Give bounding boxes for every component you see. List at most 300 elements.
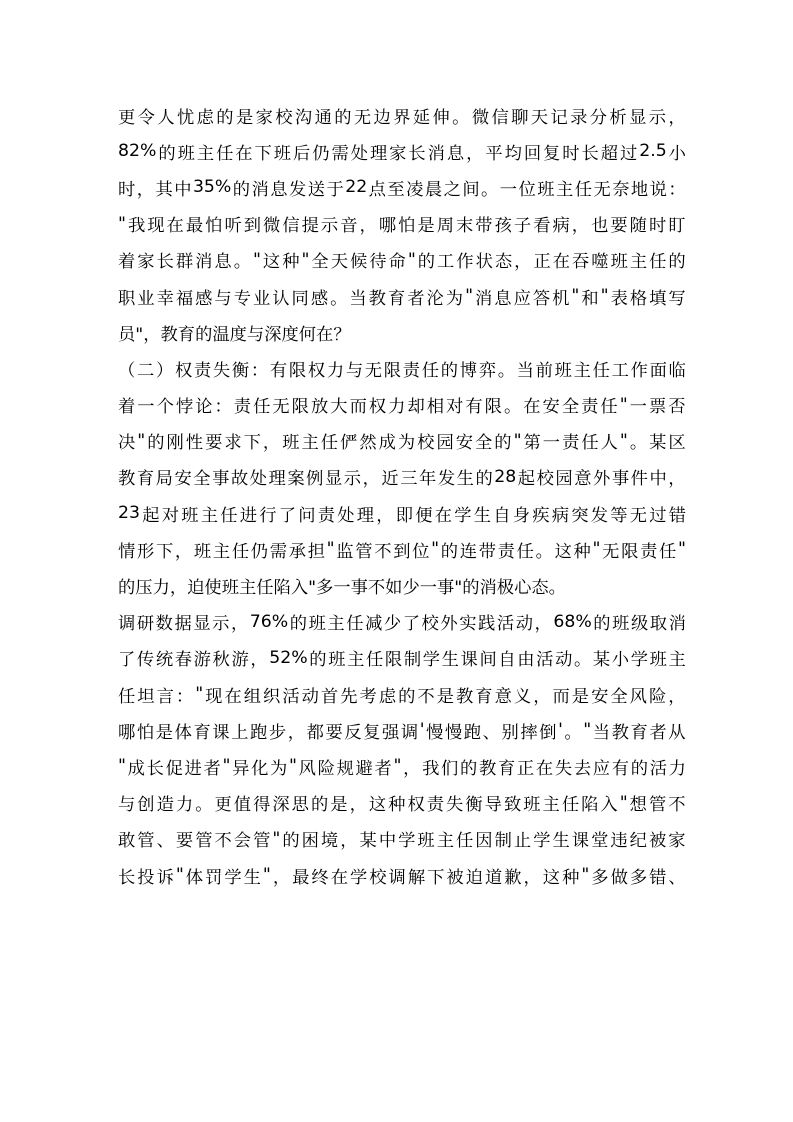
text-run: ， (362, 469, 380, 490)
text-run: 专 (233, 288, 251, 309)
text-run: ， (287, 722, 306, 743)
text-run: 消 (427, 143, 445, 164)
text-run: " (262, 865, 271, 886)
text-run: 都 (306, 722, 324, 743)
text-run: 35% (192, 177, 232, 198)
text-run: " (619, 394, 628, 415)
text-run: 界 (393, 107, 411, 128)
text-run: 答 (532, 288, 551, 309)
text-run: 任 (516, 541, 534, 562)
text-run: 的 (593, 614, 611, 635)
text-run: 外 (593, 469, 611, 490)
text-run: 长 (581, 143, 599, 164)
text-run: 看 (533, 216, 551, 237)
text-run: 孩 (494, 216, 512, 237)
text-run: 责 (497, 541, 515, 562)
text-run: 当 (592, 722, 611, 743)
text-run: 与 (214, 288, 232, 309)
text-run: " (407, 249, 416, 270)
text-run: 力 (668, 758, 686, 779)
text-run: 首 (320, 686, 339, 707)
text-run: 多 (629, 867, 648, 888)
text-run: 放 (310, 397, 329, 418)
text-run: 应 (513, 288, 531, 309)
text-run: ， (250, 650, 268, 671)
text-run: 工 (611, 360, 629, 381)
text-run: 悖 (175, 397, 194, 418)
text-run: 管 (137, 831, 155, 852)
text-run: （ (118, 360, 136, 381)
text-run: ： (175, 686, 194, 707)
text-run: 需 (331, 143, 349, 164)
text-run: 责 (402, 360, 421, 381)
text-run: 任 (574, 179, 593, 200)
text-run: ， (340, 831, 358, 852)
text-run: 哪 (378, 216, 397, 237)
text-run: 对 (446, 397, 464, 418)
text-run: " (175, 865, 184, 886)
text-run: 安 (455, 433, 474, 454)
text-run: 主 (200, 505, 218, 526)
text-run: 最 (292, 867, 310, 888)
text-run: 为 (270, 758, 288, 779)
text-run: 传 (136, 650, 155, 671)
text-line (118, 169, 686, 205)
text-run: 消 (195, 252, 213, 273)
text-run: ， (466, 143, 484, 164)
text-run: 班 (610, 252, 628, 273)
text-run: 消 (475, 288, 493, 309)
text-run: 均 (504, 143, 522, 164)
text-run: 自 (493, 505, 511, 526)
text-run: 想 (629, 795, 647, 816)
text-run: 言 (156, 686, 174, 707)
text-run: 与 (345, 360, 364, 381)
text-run: 命 (388, 252, 406, 273)
text-run: 怕 (136, 722, 155, 743)
text-run: 责 (233, 397, 252, 418)
text-run: 是 (235, 107, 254, 128)
text-run: 作 (630, 360, 648, 381)
text-run: 班 (308, 614, 326, 635)
text-run: 种 (562, 867, 580, 888)
text-run: 与 (118, 795, 136, 816)
text-line (118, 531, 686, 567)
text-run: 某 (359, 831, 377, 852)
text-run: 道 (484, 867, 503, 888)
text-run: 的 (417, 252, 436, 273)
text-run: 消 (668, 614, 686, 635)
text-run: 有 (465, 397, 483, 418)
text-run: 限 (383, 360, 402, 381)
text-run: 主 (573, 360, 591, 381)
text-run: 先 (340, 686, 358, 707)
text-run: 由 (517, 650, 535, 671)
text-run: 倒 (539, 722, 557, 743)
text-run: 发 (289, 179, 307, 200)
text-run: 数 (155, 614, 173, 635)
text-run: 者 (407, 288, 425, 309)
text-run: 失 (446, 795, 464, 816)
text-run: ， (668, 469, 686, 490)
text-run: 息 (446, 143, 465, 164)
text-run: 罚 (205, 867, 223, 888)
text-run: 任 (561, 795, 580, 816)
text-run: 音 (340, 216, 358, 237)
text-run: 家 (255, 107, 273, 128)
text-run: 创 (137, 795, 155, 816)
text-run: 无 (629, 505, 647, 526)
text-run: 困 (301, 831, 319, 852)
text-run: 者 (374, 758, 392, 779)
text-line (118, 604, 686, 640)
text-run: 全 (475, 433, 493, 454)
text-run: " (118, 213, 126, 234)
text-run: ： (668, 179, 686, 200)
text-run: 风 (629, 686, 647, 707)
text-run: 员"，教育的温度与深度何在？ (118, 324, 351, 345)
text-run: 到 (393, 541, 411, 562)
text-run: 制 (403, 650, 422, 671)
text-run: 当 (349, 288, 367, 309)
text-run: 进 (184, 758, 202, 779)
text-run: 错 (649, 867, 667, 888)
text-run: 任 (649, 252, 667, 273)
text-line (118, 567, 686, 603)
text-run: 跑 (463, 722, 482, 743)
text-run: " (592, 539, 601, 560)
text-run: " (272, 828, 281, 849)
text-run: 认 (272, 288, 290, 309)
text-run: 力 (175, 795, 194, 816)
text-run: 错 (668, 505, 686, 526)
text-run: 导 (484, 795, 502, 816)
text-run: 班 (328, 650, 346, 671)
text-run: 年 (419, 469, 437, 490)
text-run: 噬 (591, 252, 609, 273)
text-run: 提 (301, 216, 319, 237)
text-line (118, 423, 686, 459)
text-run: 责 (640, 541, 658, 562)
text-run: 的 (440, 360, 459, 381)
text-run: 校 (275, 107, 293, 128)
text-run: 的 (289, 614, 308, 635)
text-run: 理 (268, 469, 286, 490)
text-run: 敢 (118, 831, 136, 852)
text-run: 安 (542, 397, 560, 418)
text-run: 研 (136, 614, 155, 635)
text-run: 虑 (196, 107, 214, 128)
text-run: 任 (253, 397, 271, 418)
text-run: 82% (118, 141, 157, 162)
text-run: 统 (155, 650, 174, 671)
text-run: 游 (193, 650, 211, 671)
text-run: 取 (649, 614, 668, 635)
text-run: 沦 (426, 288, 444, 309)
text-run: 被 (648, 831, 667, 852)
text-run: 成 (378, 433, 396, 454)
text-run: " (465, 286, 474, 307)
text-run: 显 (629, 107, 647, 128)
text-run: 同 (291, 288, 309, 309)
text-run: 案 (287, 469, 305, 490)
text-run: 班 (273, 143, 292, 164)
text-run: 班 (177, 143, 195, 164)
text-run: 限 (288, 360, 307, 381)
text-run: 生 (441, 650, 459, 671)
text-run: 是 (417, 216, 435, 237)
text-run: 是 (571, 686, 590, 707)
text-run: 要 (175, 831, 194, 852)
text-run: 的 (310, 795, 329, 816)
text-run: 其 (155, 179, 173, 200)
text-run: 而 (349, 397, 367, 418)
text-run: 听 (224, 216, 242, 237)
text-run: 校 (369, 867, 387, 888)
text-run: 而 (552, 686, 570, 707)
text-run: 。 (573, 650, 592, 671)
text-run: 班 (537, 179, 555, 200)
text-run: 是 (436, 686, 454, 707)
text-run: 风 (298, 758, 316, 779)
text-run: 连 (459, 541, 478, 562)
text-run: 境 (320, 831, 339, 852)
text-run: 的压力，迫使班主任陷入"多一事不如少一事"的消极心态。 (118, 578, 566, 599)
text-run: " (195, 684, 204, 705)
text-run: 通 (314, 107, 332, 128)
text-run: ， (349, 795, 367, 816)
text-run: 某 (592, 650, 611, 671)
text-run: 任 (366, 650, 384, 671)
text-run: 学 (533, 831, 551, 852)
text-run: 力 (388, 397, 406, 418)
text-run: 教 (368, 288, 386, 309)
text-run: 23 (118, 503, 140, 524)
text-run: 班 (193, 541, 212, 562)
text-run: 育 (497, 758, 516, 779)
text-run: ， (514, 252, 532, 273)
text-run: 感 (310, 288, 329, 309)
text-run: 践 (478, 614, 496, 635)
text-run: 这 (554, 541, 572, 562)
text-run: 动 (301, 686, 319, 707)
text-line (118, 748, 686, 784)
text-run: 任 (346, 614, 364, 635)
text-line (118, 314, 686, 350)
text-run: 在 (552, 252, 571, 273)
text-run: 管 (195, 831, 213, 852)
text-run: 的 (440, 541, 459, 562)
text-run: 当 (516, 360, 534, 381)
text-run: " (581, 865, 590, 886)
text-run: 群 (175, 252, 194, 273)
text-run: 歉 (504, 867, 522, 888)
text-run: 班 (181, 505, 199, 526)
text-run: 人 (157, 107, 175, 128)
text-run: 衡 (465, 795, 483, 816)
text-run: 中 (378, 831, 397, 852)
text-run: 义 (513, 686, 532, 707)
text-run: 班 (417, 831, 435, 852)
text-run: 下 (243, 433, 261, 454)
text-run: " (619, 792, 628, 813)
text-run: 了 (118, 650, 136, 671)
text-run: 据 (174, 614, 192, 635)
text-run: 任 (220, 505, 238, 526)
text-run: 近 (381, 469, 399, 490)
text-run: " (393, 756, 402, 777)
text-run: 发 (437, 469, 456, 490)
text-run: 异 (232, 758, 250, 779)
text-run: 哪 (118, 722, 136, 743)
text-run: ， (668, 686, 686, 707)
text-run: 小 (611, 650, 630, 671)
text-run: 外 (440, 614, 458, 635)
text-run: 主 (542, 795, 560, 816)
text-run: 步 (268, 722, 287, 743)
text-run: 对 (161, 505, 179, 526)
text-run: 。 (535, 541, 553, 562)
text-run: 的 (232, 179, 251, 200)
text-run: 、 (668, 867, 686, 888)
text-run: 的 (147, 433, 165, 454)
text-run: 织 (263, 686, 281, 707)
text-run: 聊 (511, 107, 529, 128)
text-run: 现 (147, 216, 165, 237)
text-run: 和 (581, 288, 599, 309)
text-run: 间 (462, 179, 480, 200)
text-run: 病 (552, 216, 570, 237)
text-run: 主 (347, 650, 365, 671)
text-run: 值 (233, 795, 252, 816)
text-run: 调 (388, 867, 406, 888)
text-line (118, 676, 686, 712)
text-run: 跑 (250, 722, 268, 743)
text-run: 性 (185, 433, 204, 454)
text-run: 时 (118, 179, 136, 200)
text-run: 正 (516, 758, 535, 779)
text-run: 是 (330, 795, 348, 816)
text-run: 、 (156, 831, 174, 852)
text-run: 沟 (294, 107, 313, 128)
text-run: 令 (137, 107, 155, 128)
text-run: ） (155, 360, 174, 381)
text-run: 机 (552, 288, 570, 309)
text-run: 末 (456, 216, 474, 237)
text-run: ， (174, 541, 193, 562)
text-run: 之 (443, 179, 461, 200)
text-run: 子 (513, 216, 532, 237)
text-run: 上 (231, 722, 249, 743)
text-run: 理 (369, 143, 388, 164)
text-run: 活 (649, 758, 667, 779)
text-run: 奈 (612, 179, 630, 200)
text-run: 在 (330, 867, 348, 888)
text-run: 过 (619, 143, 638, 164)
text-run: 小 (668, 143, 686, 164)
text-run: 俨 (340, 433, 358, 454)
text-run: 了 (402, 614, 421, 635)
text-run: 体 (174, 722, 192, 743)
text-run: 失 (554, 758, 573, 779)
text-run: 博 (459, 360, 478, 381)
text-run: 论 (195, 397, 213, 418)
text-line (118, 495, 686, 531)
text-run: 事 (611, 469, 630, 490)
text-run: 业 (137, 288, 155, 309)
text-run: " (137, 430, 146, 451)
text-run: 凌 (406, 179, 424, 200)
text-run: 权 (368, 397, 387, 418)
text-run: 大 (330, 397, 348, 418)
text-run: 长 (408, 143, 426, 164)
text-run: 突 (571, 505, 589, 526)
text-run: 春 (174, 650, 193, 671)
text-run: 少 (383, 614, 402, 635)
text-run: 担 (307, 541, 325, 562)
text-run: 便 (415, 505, 433, 526)
text-run: 迫 (465, 867, 483, 888)
text-run: 最 (185, 216, 204, 237)
text-run: 录 (570, 107, 588, 128)
text-run: 育 (193, 722, 211, 743)
text-run: 第 (523, 433, 541, 454)
text-run: 这 (262, 252, 281, 273)
text-run: 得 (253, 795, 271, 816)
text-run: 刚 (166, 433, 184, 454)
text-run: 显 (193, 614, 211, 635)
text-line (118, 640, 686, 676)
text-run: 承 (288, 541, 307, 562)
text-run: 52% (269, 647, 308, 668)
text-run: 主 (196, 143, 215, 164)
text-run: 进 (239, 505, 257, 526)
text-run: 的 (668, 252, 686, 273)
text-run: 在 (235, 143, 253, 164)
text-run: ， (262, 433, 281, 454)
text-run: 管 (355, 541, 373, 562)
text-line (118, 387, 686, 423)
text-line (118, 206, 686, 242)
text-run: 险 (317, 758, 335, 779)
text-run: 情 (118, 541, 136, 562)
text-run: 在 (224, 686, 242, 707)
text-run: 任 (659, 541, 677, 562)
text-run: 秋 (212, 650, 230, 671)
text-line (118, 821, 686, 857)
text-run: 班 (282, 433, 300, 454)
text-run: 下 (155, 541, 174, 562)
text-run: 全 (610, 686, 628, 707)
text-run: 带 (478, 541, 496, 562)
text-run: 位 (518, 179, 536, 200)
text-run: 无 (593, 179, 611, 200)
text-run: 息 (494, 288, 512, 309)
text-run: 主 (668, 650, 686, 671)
text-run: 间 (479, 650, 497, 671)
text-run: 件 (630, 469, 648, 490)
text-run: 全 (561, 397, 580, 418)
text-run: " (118, 756, 126, 777)
text-run: 起 (517, 469, 536, 490)
text-run: 者 (649, 722, 667, 743)
text-run: 课 (212, 722, 230, 743)
text-run: 安 (591, 686, 609, 707)
text-run: 责 (317, 505, 335, 526)
text-run: ， (534, 614, 552, 635)
text-line (118, 97, 686, 133)
text-run: 深 (272, 795, 290, 816)
